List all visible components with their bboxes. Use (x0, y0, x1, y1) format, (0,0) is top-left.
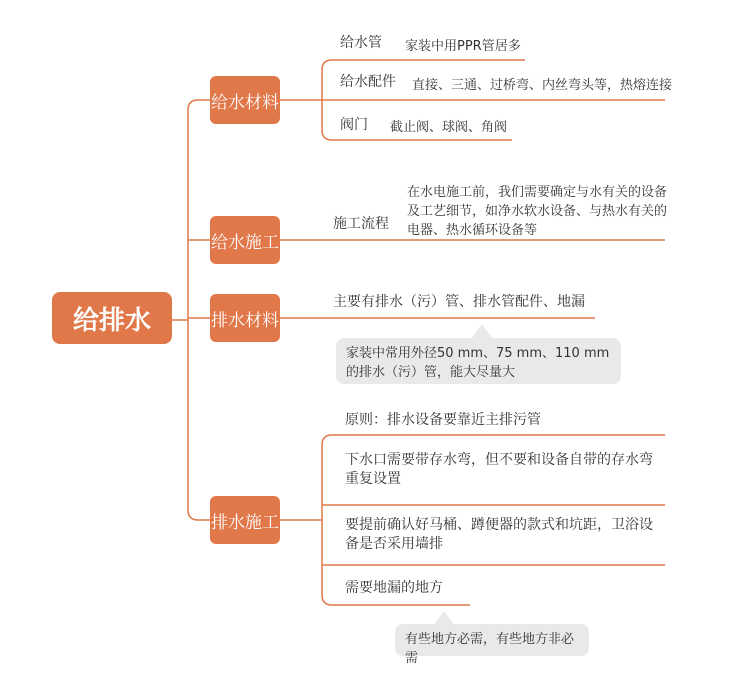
item-label: 阀门 (340, 117, 368, 133)
item-label: 要提前确认好马桶、蹲便器的款式和坑距，卫浴设备是否采用墙排 (345, 517, 653, 552)
item-label: 下水口需要带存水弯，但不要和设备自带的存水弯重复设置 (345, 452, 653, 487)
item-label: 给水管 (340, 35, 382, 51)
branch-node-drainage-construction[interactable]: 排水施工 (210, 496, 280, 544)
item-detail: 在水电施工前，我们需要确定与水有关的设备及工艺细节，如净水软水设备、与热水有关的电器、热水循环设备等 (407, 185, 668, 238)
branch-node-water-supply-materials[interactable]: 给水材料 (210, 76, 280, 124)
item-label: 需要地漏的地方 (345, 580, 443, 596)
root-trunk (188, 100, 210, 520)
item-label: 原则：排水设备要靠近主排污管 (345, 412, 541, 428)
item-detail: 截止阀、球阀、角阀 (390, 120, 508, 135)
item-label: 主要有排水（污）管、排水管配件、地漏 (333, 294, 585, 310)
branch-node-drainage-materials[interactable]: 排水材料 (210, 294, 280, 342)
branch-node-water-supply-construction[interactable]: 给水施工 (210, 216, 280, 264)
item-detail: 家装中用PPR管居多 (405, 39, 521, 54)
note-bubble: 有些地方必需，有些地方非必需 (395, 624, 589, 656)
root-node[interactable]: 给排水 (52, 292, 172, 344)
note-bubble: 家装中常用外径50 mm、75 mm、110 mm的排水（污）管，能大尽量大 (336, 338, 621, 384)
note2-tail (434, 611, 454, 625)
item-label: 给水配件 (340, 74, 396, 90)
item-detail: 直接、三通、过桥弯、内丝弯头等，热熔连接 (412, 78, 673, 93)
note1-tail (472, 324, 492, 338)
item-label: 施工流程 (333, 216, 389, 232)
